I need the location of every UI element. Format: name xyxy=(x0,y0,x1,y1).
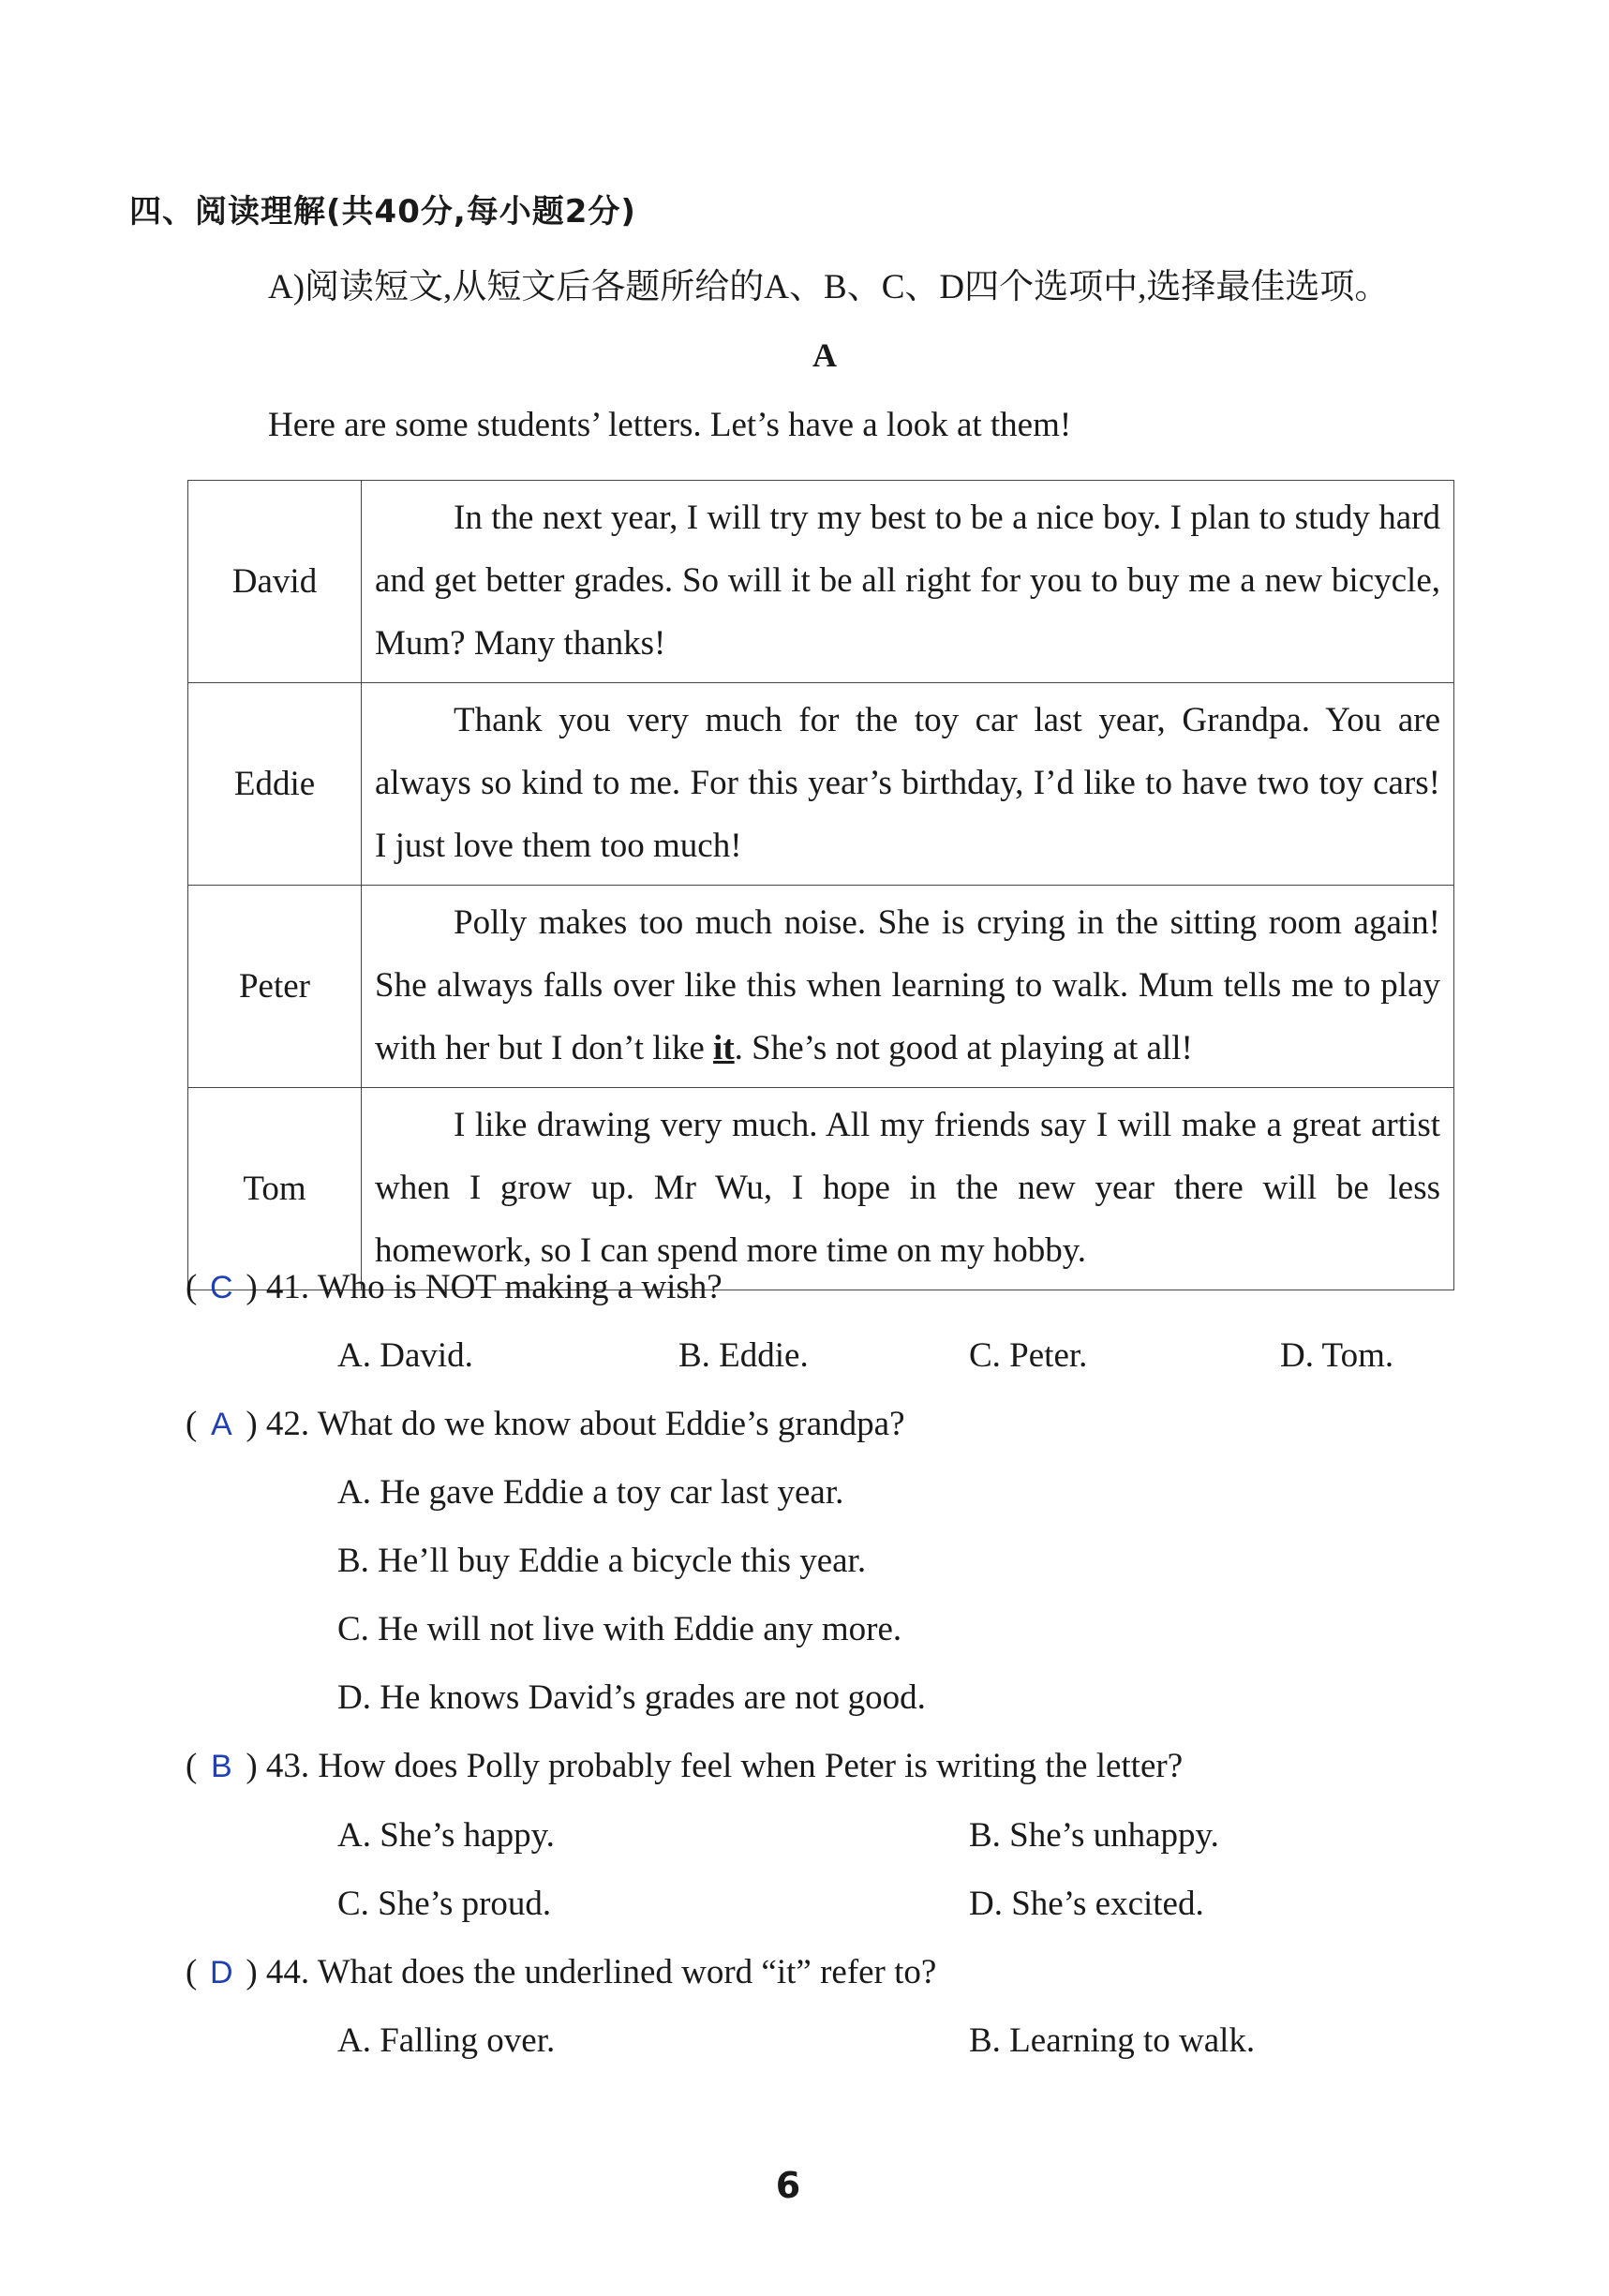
question-stem: How does Polly probably feel when Peter is writing the letter? xyxy=(318,1747,1184,1785)
table-row xyxy=(188,1088,1454,1290)
option: B. Learning to walk. xyxy=(969,2021,1256,2060)
option: C. He will not live with Eddie any more. xyxy=(337,1610,902,1648)
section-title: 四、阅读理解(共40分,每小题2分) xyxy=(129,193,636,231)
answer-mark: A xyxy=(210,1407,232,1442)
option: C. Peter. xyxy=(969,1336,1088,1375)
option: B. Eddie. xyxy=(678,1336,809,1375)
table-row xyxy=(188,886,1454,1088)
answer-mark: B xyxy=(210,1749,232,1784)
option: B. She’s unhappy. xyxy=(969,1816,1219,1855)
table-row xyxy=(188,683,1454,886)
option: D. He knows David’s grades are not good. xyxy=(337,1678,926,1717)
passage-intro: Here are some students’ letters. Let’s have a look at them! xyxy=(268,406,1072,444)
letter-text: Thank you very much for the toy car last year, Grandpa. You are always so kind to me. For this year’s birthday, I’d like to have two toy cars! I just love them too much! xyxy=(362,683,1454,886)
letter-text: In the next year, I will try my best to be a nice boy. I plan to study hard and get better grades. So will it be all right for you to buy me a new bicycle, Mum? Many thanks! xyxy=(362,481,1454,683)
option: D. She’s excited. xyxy=(969,1885,1204,1923)
table-row xyxy=(188,481,1454,683)
page-number: 6 xyxy=(775,2165,801,2206)
letter-text: I like drawing very much. All my friends say I will make a great artist when I grow up. Mr Wu, I hope in the new year there will be less homework, so I can spend more time on my hobby. xyxy=(362,1088,1454,1290)
question-42: ( A ) 42. What do we know about Eddie’s grandpa? xyxy=(186,1405,905,1443)
instruction: A)阅读短文,从短文后各题所给的A、B、C、D四个选项中,选择最佳选项。 xyxy=(268,268,1390,306)
option: C. She’s proud. xyxy=(337,1885,552,1923)
question-stem: What do we know about Eddie’s grandpa? xyxy=(317,1405,905,1443)
option: A. David. xyxy=(337,1336,473,1375)
answer-mark: C xyxy=(210,1270,233,1305)
option: A. He gave Eddie a toy car last year. xyxy=(337,1473,844,1512)
option: B. He’ll buy Eddie a bicycle this year. xyxy=(337,1542,867,1580)
passage-label: A xyxy=(812,336,837,374)
answer-mark: D xyxy=(210,1955,233,1990)
letter-writer: Peter xyxy=(188,886,362,1088)
question-43: ( B ) 43. How does Polly probably feel when Peter is writing the letter? xyxy=(186,1747,1184,1785)
option: D. Tom. xyxy=(1280,1336,1394,1375)
question-stem: Who is NOT making a wish? xyxy=(317,1268,723,1306)
letters-table xyxy=(187,480,1454,1290)
question-stem: What does the underlined word “it” refer to? xyxy=(317,1953,937,1991)
underlined-word: it xyxy=(713,1029,735,1067)
question-44: ( D ) 44. What does the underlined word “it” refer to? xyxy=(186,1953,937,1991)
letter-text: Polly makes too much noise. She is crying in the sitting room again! She always falls over like this when learning to walk. Mum tells me to play with her but I don’t like it. She’s not good at playing at all! xyxy=(362,886,1454,1088)
letter-writer: Tom xyxy=(188,1088,362,1290)
letter-writer: Eddie xyxy=(188,683,362,886)
option: A. She’s happy. xyxy=(337,1816,555,1855)
option: A. Falling over. xyxy=(337,2021,556,2060)
letter-writer: David xyxy=(188,481,362,683)
question-41: ( C ) 41. Who is NOT making a wish? xyxy=(186,1268,723,1306)
